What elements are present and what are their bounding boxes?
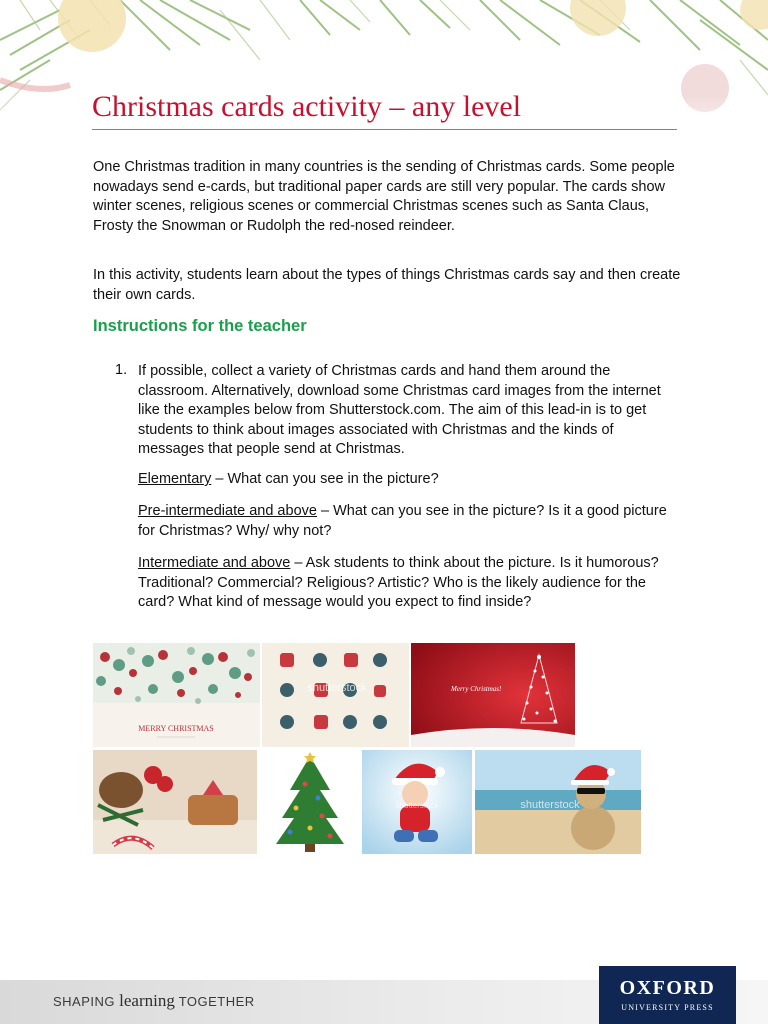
card-image-gingerbread bbox=[93, 750, 257, 854]
card-image-christmas-icons bbox=[262, 643, 409, 747]
card-image-floral-pattern bbox=[93, 643, 260, 747]
svg-text:shutterstock: shutterstock bbox=[520, 799, 580, 811]
gold-bauble-icon bbox=[58, 0, 126, 52]
level-text: – Ask students to think about the picture. Is it humorous? Traditional? Commercial? Religious? Artistic? Who is the likely audience for the card? What kind of message would you expect to find inside? bbox=[138, 555, 659, 611]
tagline-emphasis: learning bbox=[119, 991, 175, 1010]
level-text: – What can you see in the picture? Is it a good picture for Christmas? Why/ why not? bbox=[138, 503, 667, 539]
card-greeting-text: MERRY CHRISTMAS bbox=[138, 724, 214, 733]
level-label: Intermediate and above bbox=[138, 555, 291, 571]
card-image-baby-santa bbox=[362, 750, 472, 854]
svg-text:shutterstock: shutterstock bbox=[395, 801, 439, 810]
footer-tagline bbox=[53, 991, 255, 1011]
level-label: Elementary bbox=[138, 471, 212, 487]
tagline-part: TOGETHER bbox=[174, 994, 255, 1009]
card-image-decorated-tree bbox=[260, 750, 359, 854]
list-item-text: If possible, collect a variety of Christmas cards and hand them around the classroom. Alternatively, download some Christmas card images from the internet like the examples below from Shutterstock.com. The aim of this lead-in is to get students to think about images associated with Christmas and the kinds of messages that people send at Christmas. bbox=[138, 363, 661, 458]
level-pre-intermediate bbox=[138, 502, 683, 541]
card-greeting-text: Merry Christmas! bbox=[451, 685, 502, 693]
card-image-red-tree bbox=[411, 643, 575, 747]
publisher-subtitle: UNIVERSITY PRESS bbox=[621, 1003, 714, 1012]
intro-paragraph-2: In this activity, students learn about the types of things Christmas cards say and then create their own cards. bbox=[93, 267, 681, 303]
instructions-heading: Instructions for the teacher bbox=[93, 317, 307, 335]
tagline-part: SHAPING bbox=[53, 994, 120, 1009]
page-title: Christmas cards activity – any level bbox=[92, 88, 677, 130]
watermark-text: shutterstock bbox=[307, 682, 367, 694]
oxford-logo bbox=[599, 966, 736, 1024]
level-elementary bbox=[138, 470, 683, 490]
intro-paragraph-1: One Christmas tradition in many countries is the sending of Christmas cards. Some people nowadays send e-cards, but traditional paper cards are still very popular. The cards show winter scenes, religious scenes or commercial Christmas scenes such as Santa Claus, Frosty the Snowman or Rudolph the red-nosed reindeer. bbox=[93, 159, 675, 234]
publisher-name: OXFORD bbox=[619, 977, 716, 999]
list-number: 1. bbox=[115, 362, 128, 378]
level-label: Pre-intermediate and above bbox=[138, 503, 317, 519]
level-intermediate bbox=[138, 554, 683, 613]
card-image-sand-snowman bbox=[475, 750, 641, 854]
level-text: – What can you see in the picture? bbox=[211, 471, 439, 487]
